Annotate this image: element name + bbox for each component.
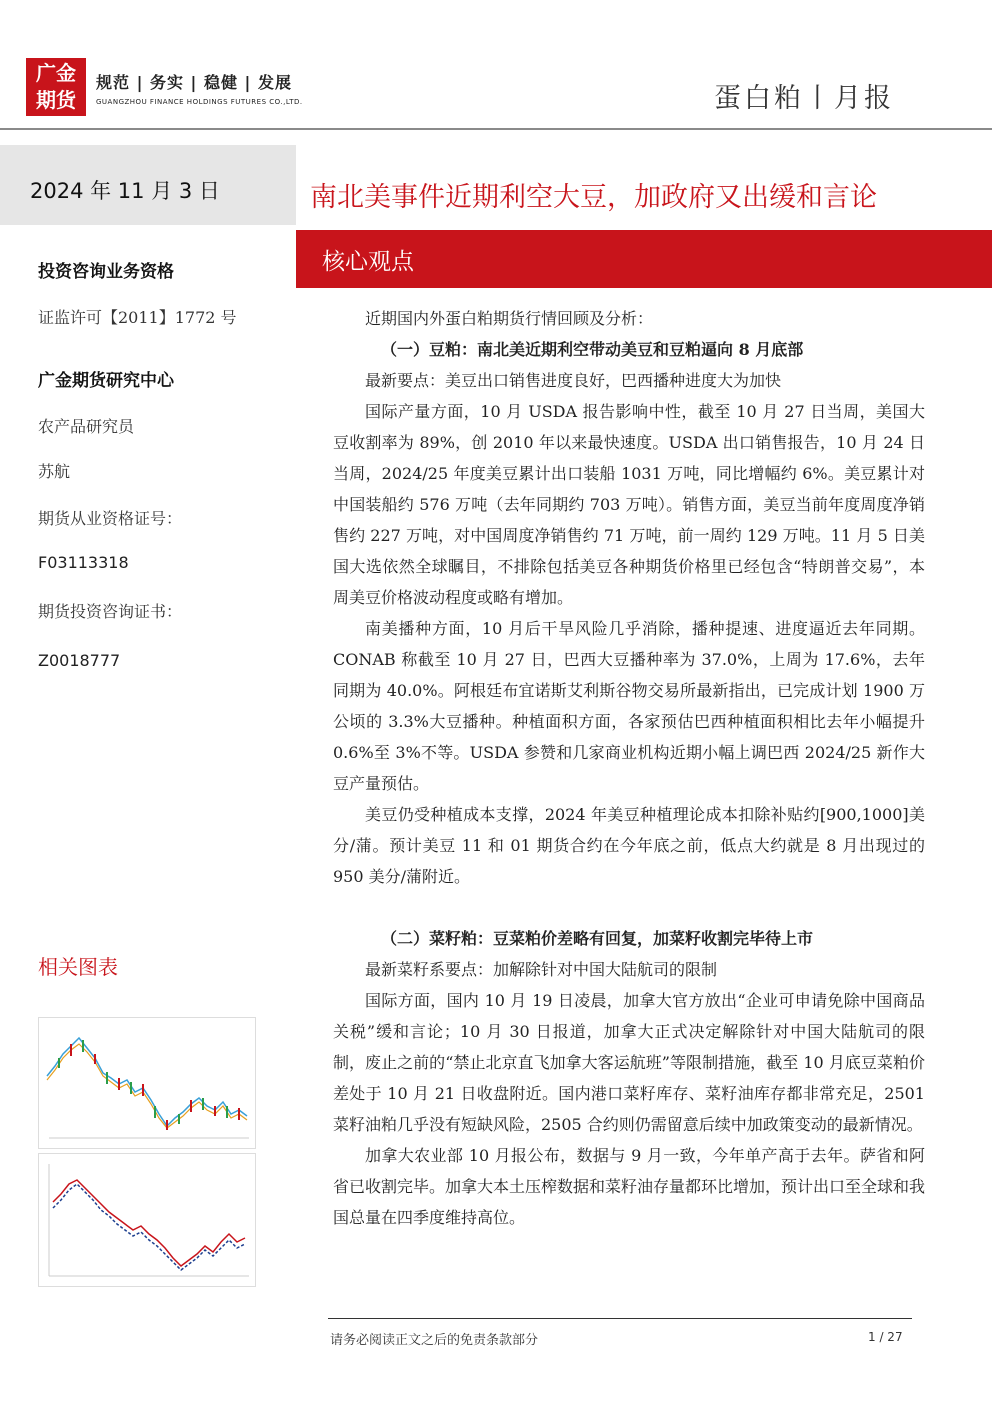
consult-cert-number: Z0018777 [38,651,121,670]
body-paragraph: 国际产量方面，10 月 USDA 报告影响中性，截至 10 月 27 日当周，美国大豆收割率为 89%，创 2010 年以来最快速度。USDA 出口销售报告，10 月 24 日当周，2024/25 年度美豆累计出口装船 1031 万吨，同比增幅约 6%。美豆累计对中国装船约 576 万吨（去年同期约 703 万吨）。销售方面，美豆当前年度周度净销售约 227 万吨，对中国周度净销售约 71 万吨，前一周约 129 万吨。11 月 5 日美国大选依然全球瞩目，不排除包括美豆各种期货价格里已经包含“特朗普交易”，本周美豆价格波动程度或略有增加。 [333,402,925,607]
page-header [0,0,992,132]
practice-cert-number: F03113318 [38,553,129,572]
research-center: 广金期货研究中心 [38,371,174,391]
report-type: 蛋白粕丨月报 [714,83,894,114]
footer-divider [328,1318,912,1319]
qualification-title: 投资咨询业务资格 [38,262,174,282]
chart-thumbnail-2-graphic [39,1154,255,1286]
header-divider [0,128,992,130]
license-number: 证监许可【2011】1772 号 [38,308,237,327]
consult-cert-label: 期货投资咨询证书： [38,602,183,621]
body-paragraph: 南美播种方面，10 月后干旱风险几乎消除，播种提速、进度逼近去年同期。CONAB 称截至 10 月 27 日，巴西大豆播种率为 37.0%，上周为 17.6%，去年同期为 40.0%。阿根廷布宜诺斯艾利斯谷物交易所最新指出，已完成计划 1900 万公顷的 3.3%大豆播种。种植面积方面，各家预估巴西种植面积相比去年小幅提升 0.6%至 3%不等。USDA 参赞和几家商业机构近期小幅上调巴西 2024/25 新作大豆产量预估。 [333,619,925,793]
chart-thumbnail-1-graphic [39,1018,255,1148]
chart-thumbnail-2[interactable] [38,1153,256,1287]
analyst-name: 苏航 [38,462,71,481]
company-slogan: 规范 | 务实 | 稳健 | 发展 [96,73,292,92]
sidebar [0,145,296,1295]
body-paragraph: 加拿大农业部 10 月报公布，数据与 9 月一致，今年单产高于去年。萨省和阿省已收割完毕。加拿大本土压榨数据和菜籽油存量都环比增加，预计出口至全球和我国总量在四季度维持高位。 [333,1146,926,1227]
section-heading: （一）豆粕：南北美近期利空带动美豆和豆粕逼向 8 月底部 [381,340,804,359]
analyst-role: 农产品研究员 [38,417,135,436]
logo-line-1: 广金 [36,61,76,85]
body-paragraph: 最新菜籽系要点：加解除针对中国大陆航司的限制 [365,960,718,979]
body-paragraph: 美豆仍受种植成本支撑，2024 年美豆种植理论成本扣除补贴约[900,1000]美分/蒲。预计美豆 11 和 01 期货合约在今年底之前，低点大约就是 8 月出现过的 950 美分/蒲附近。 [333,805,925,886]
date-box [0,145,296,225]
report-date: 2024 年 11 月 3 日 [30,179,220,203]
company-english-name: GUANGZHOU FINANCE HOLDINGS FUTURES CO.,LTD. [96,98,303,106]
body-paragraph: 最新要点：美豆出口销售进度良好，巴西播种进度大为加快 [365,371,782,390]
related-charts-title: 相关图表 [38,955,118,979]
chart-thumbnail-1[interactable] [38,1017,256,1149]
body-paragraph: 国际方面，国内 10 月 19 日凌晨，加拿大官方放出“企业可申请免除中国商品关税”缓和言论；10 月 30 日报道，加拿大正式决定解除针对中国大陆航司的限制，废止之前的“禁止北京直飞加拿大客运航班”等限制措施，截至 10 月底豆菜粕价差处于 10 月 21 日收盘附近。国内港口菜籽库存、菜籽油库存都非常充足，2501 菜籽油粕几乎没有短缺风险，2505 合约则仍需留意后续中加政策变动的最新情况。 [333,991,925,1134]
page-number: 1 / 27 [868,1330,903,1344]
section-heading: （二）菜籽粕：豆菜粕价差略有回复，加菜籽收割完毕待上市 [381,929,814,948]
core-view-title: 核心观点 [322,249,414,275]
body-paragraph: 近期国内外蛋白粕期货行情回顾及分析： [365,309,654,328]
logo-line-2: 期货 [36,88,76,112]
practice-cert-label: 期货从业资格证号： [38,509,183,528]
company-logo [26,58,86,116]
disclaimer-note: 请务必阅读正文之后的免责条款部分 [330,1333,539,1348]
report-body [333,303,925,1233]
report-headline: 南北美事件近期利空大豆，加政府又出缓和言论 [310,182,877,213]
